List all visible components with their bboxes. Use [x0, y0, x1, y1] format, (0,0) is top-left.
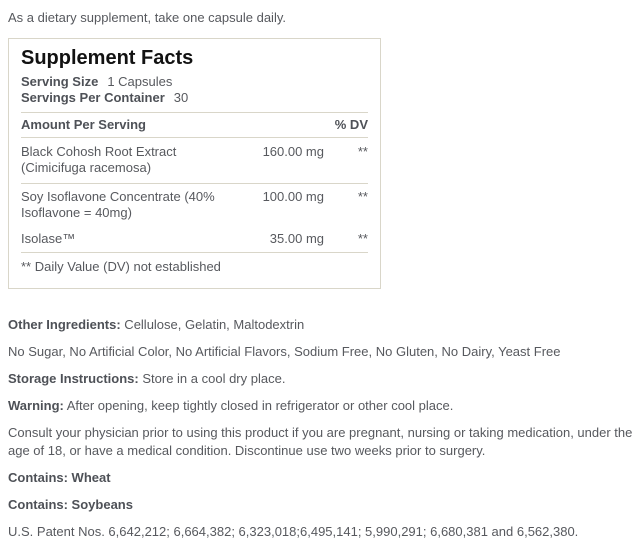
- percent-dv-label: % DV: [334, 117, 368, 132]
- note-paragraph: No Sugar, No Artificial Color, No Artificial Flavors, Sodium Free, No Gluten, No Dairy, Yeast Free: [8, 344, 561, 359]
- note-label: Contains: Soybeans: [8, 497, 133, 512]
- note-label: Contains: Wheat: [8, 470, 111, 485]
- product-notes: [8, 316, 634, 541]
- servings-per-container-value: 30: [173, 90, 189, 105]
- amount-per-serving-header-row: [21, 113, 368, 137]
- daily-value-footnote: ** Daily Value (DV) not established: [21, 259, 221, 274]
- ingredient-name: Black Cohosh Root Extract (Cimicifuga racemosa): [21, 144, 177, 175]
- note-paragraph: [8, 469, 634, 487]
- ingredient-row: [21, 184, 368, 226]
- note-paragraph: [8, 496, 634, 514]
- ingredient-amount: 160.00 mg: [262, 144, 324, 159]
- serving-size-line: [21, 74, 368, 90]
- note-label: Other Ingredients:: [8, 317, 121, 332]
- supplement-facts-panel: [8, 38, 381, 289]
- supplement-facts-header: [21, 39, 368, 112]
- note-paragraph: Other Ingredients: Cellulose, Gelatin, Maltodextrin: [8, 317, 305, 332]
- ingredient-amount: 100.00 mg: [262, 189, 324, 204]
- ingredient-name: Soy Isoflavone Concentrate (40% Isoflavone = 40mg): [21, 189, 215, 220]
- servings-per-container-line: [21, 90, 368, 106]
- note-paragraph: Warning: After opening, keep tightly closed in refrigerator or other cool place.: [8, 398, 454, 413]
- usage-instruction: As a dietary supplement, take one capsule daily.: [8, 10, 286, 25]
- amount-per-serving-label: Amount Per Serving: [21, 117, 146, 132]
- ingredient-name: Isolase™: [21, 231, 76, 246]
- ingredient-dv: **: [357, 231, 368, 246]
- note-paragraph: Storage Instructions: Store in a cool dry place.: [8, 371, 286, 386]
- note-label: Warning:: [8, 398, 64, 413]
- note-paragraph: U.S. Patent Nos. 6,642,212; 6,664,382; 6,323,018;6,495,141; 5,990,291; 6,680,381 and 6,562,380.: [8, 524, 579, 539]
- ingredient-rows: [21, 138, 368, 252]
- supplement-facts-title: Supplement Facts: [21, 47, 194, 69]
- ingredient-dv: **: [357, 144, 368, 159]
- serving-size-label: Serving Size: [21, 74, 99, 89]
- serving-size-value: 1 Capsules: [107, 74, 173, 89]
- ingredient-amount: 35.00 mg: [269, 231, 324, 246]
- ingredient-row: [21, 226, 368, 252]
- servings-per-container-label: Servings Per Container: [21, 90, 165, 105]
- note-label: Storage Instructions:: [8, 371, 139, 386]
- note-paragraph: Consult your physician prior to using this product if you are pregnant, nursing or taking medication, under the age of 18, or have a medical condition. Discontinue use two weeks prior to surgery.: [8, 425, 633, 458]
- ingredient-row: [21, 138, 368, 184]
- ingredient-dv: **: [357, 189, 368, 204]
